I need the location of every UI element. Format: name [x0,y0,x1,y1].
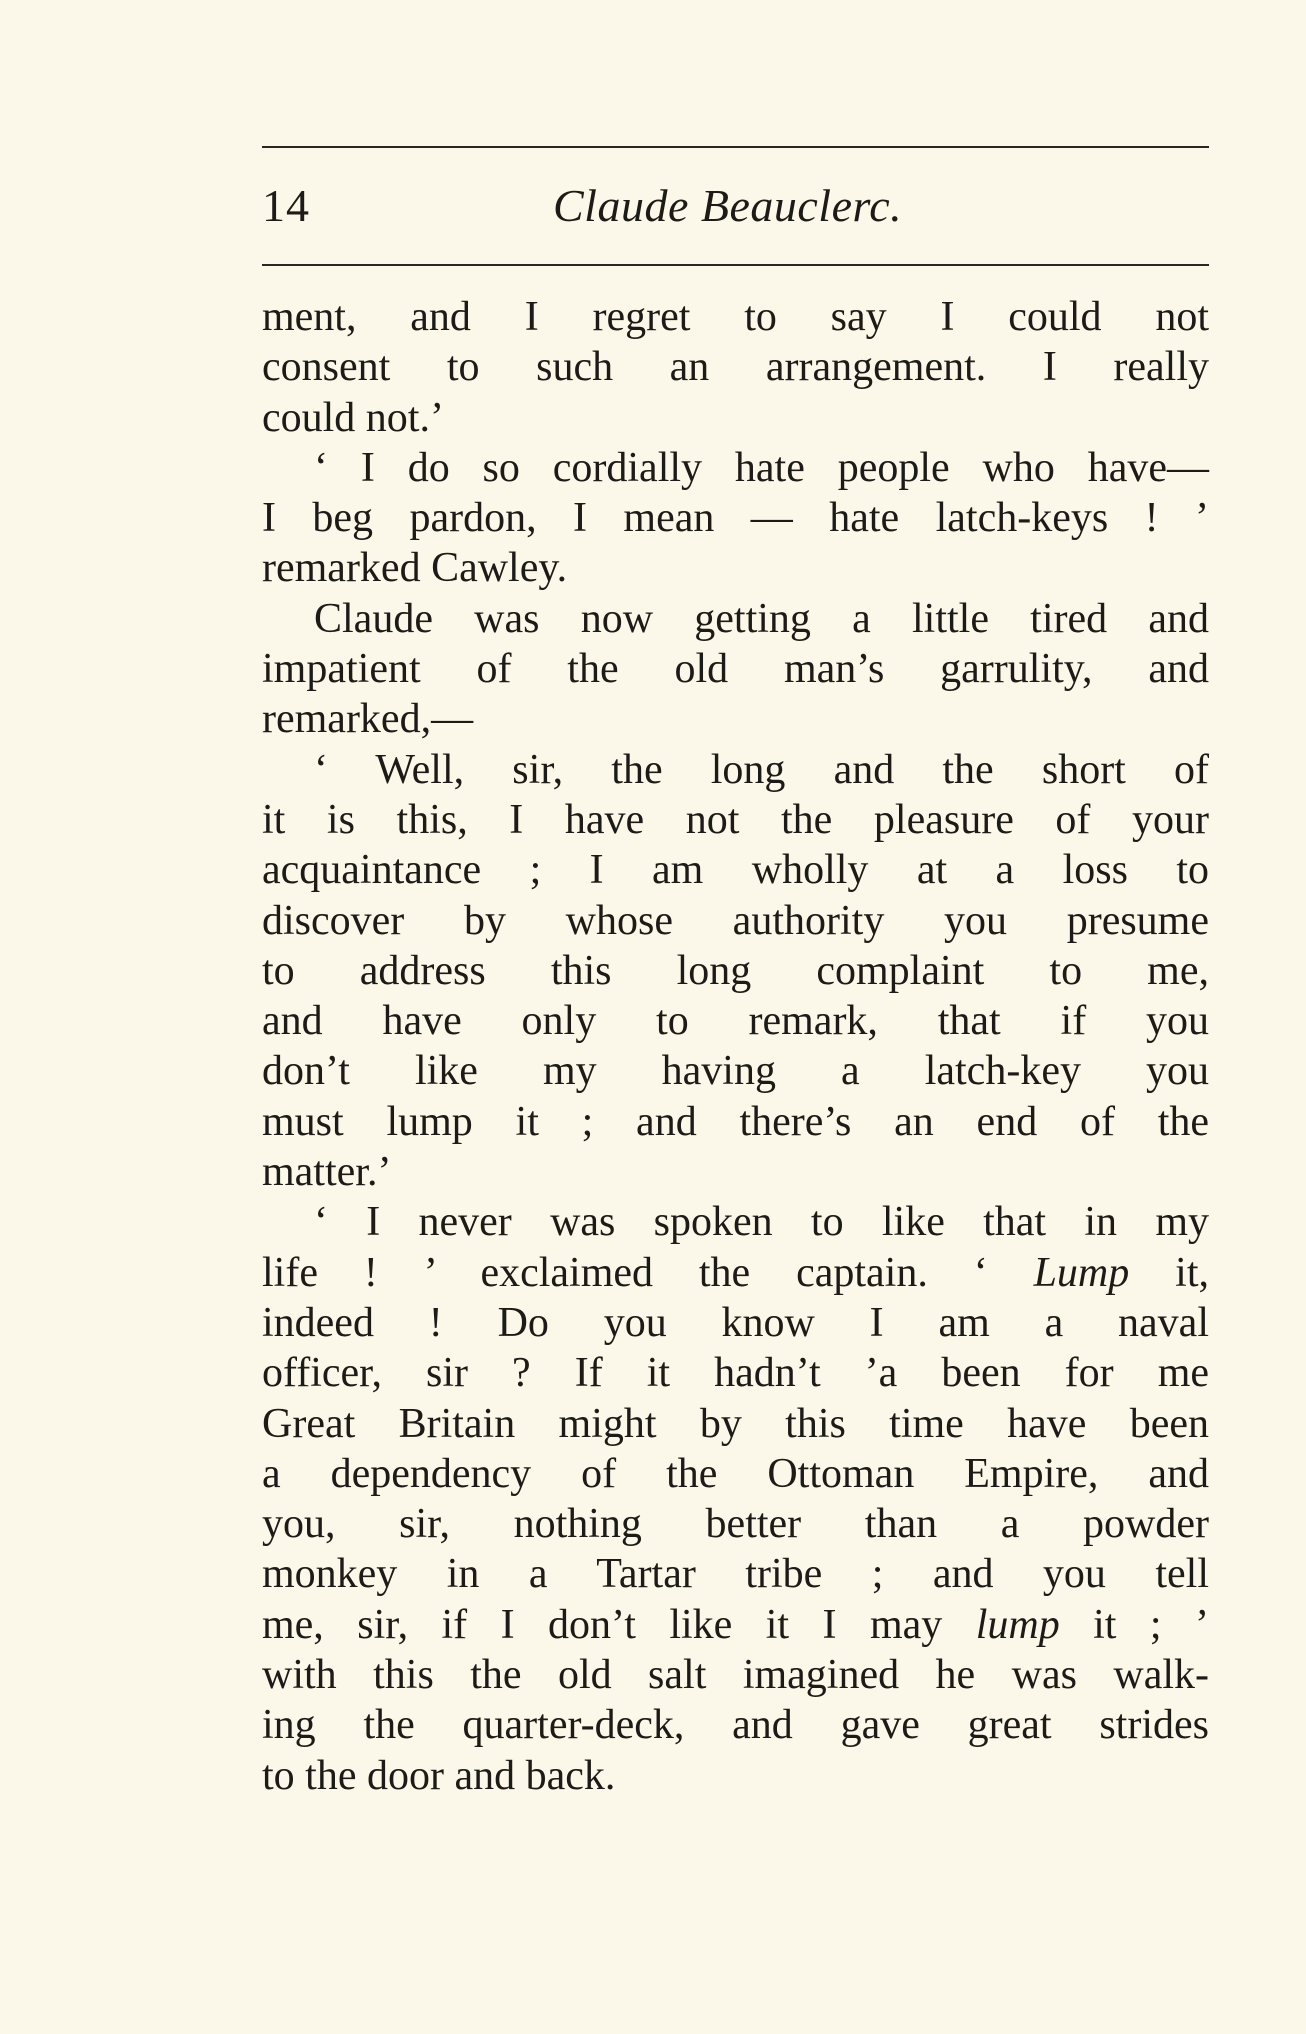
text-line: discover by whose authority you presume [262,897,1209,944]
emphasis-text: Lump [1033,1249,1130,1296]
text-line: ‘ I do so cordially hate people who have— [314,444,1209,491]
text-line: to the door and back. [262,1752,616,1799]
text-line: I beg pardon, I mean — hate latch-keys ! ’ [262,495,1209,542]
text-line: ing the quarter-deck, and gave great strides [262,1702,1209,1749]
text-line: must lump it ; and there’s an end of the [262,1098,1209,1145]
text-line: ‘ Well, sir, the long and the short of [314,746,1209,793]
page-number: 14 [262,180,310,231]
text-line: with this the old salt imagined he was walk- [262,1652,1209,1699]
text-line: ‘ I never was spoken to like that in my [314,1199,1209,1246]
body-text [262,292,1209,1801]
text-line: consent to such an arrangement. I really [262,344,1209,391]
emphasis-text: lump [975,1601,1060,1648]
text-line: don’t like my having a latch-key you [262,1048,1209,1095]
header-rule-top [262,146,1209,148]
text-line: remarked Cawley. [262,545,568,592]
text-segment: life ! ’ exclaimed the captain. ‘ [262,1249,1034,1296]
text-line [262,1600,1209,1650]
text-line: indeed ! Do you know I am a naval [262,1299,1209,1346]
text-line: matter.’ [262,1149,392,1196]
text-line: ment, and I regret to say I could not [262,294,1209,340]
header-rule-bottom [262,264,1209,266]
text-segment: it, [1129,1249,1209,1296]
text-line: acquaintance ; I am wholly at a loss to [262,847,1209,894]
running-title: Claude Beauclerc. [553,180,903,231]
text-segment: me, sir, if I don’t like it I may [262,1601,976,1648]
text-line: it is this, I have not the pleasure of your [262,796,1209,843]
text-line: remarked,— [262,696,474,743]
text-line: officer, sir ? If it hadn’t ’a been for me [262,1350,1209,1397]
text-line: Claude was now getting a little tired and [314,595,1209,642]
text-line: monkey in a Tartar tribe ; and you tell [262,1551,1209,1598]
text-line: could not.’ [262,394,444,441]
text-segment: it ; ’ [1059,1601,1210,1648]
text-line [262,1248,1209,1298]
text-line: Great Britain might by this time have been [262,1400,1209,1447]
text-line: you, sir, nothing better than a powder [262,1501,1209,1548]
text-line: and have only to remark, that if you [262,998,1209,1045]
text-line: a dependency of the Ottoman Empire, and [262,1450,1209,1497]
text-line: impatient of the old man’s garrulity, and [262,646,1209,693]
text-line: to address this long complaint to me, [262,947,1209,994]
